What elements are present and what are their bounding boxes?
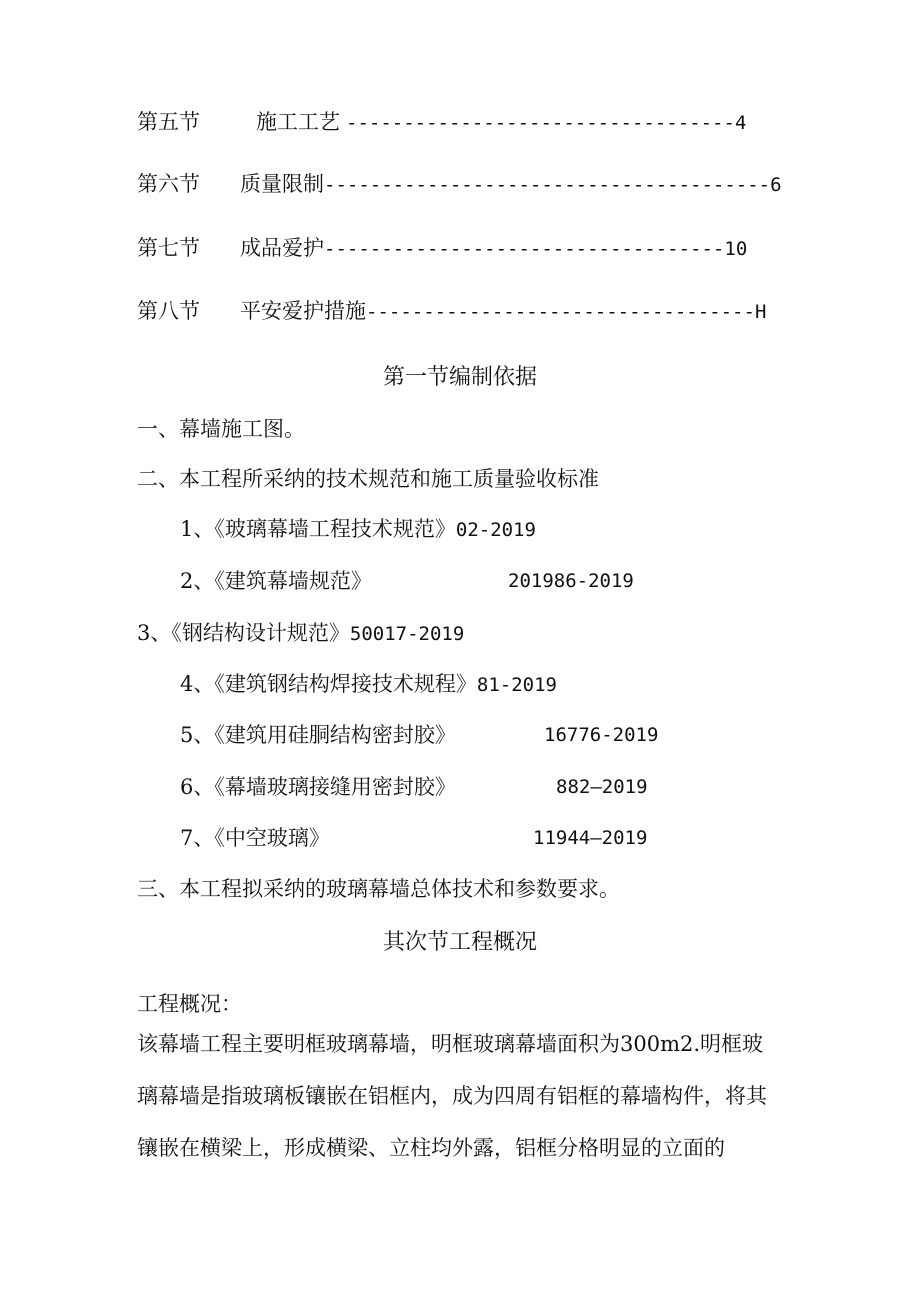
reference-item: 2、《建筑幕墙规范》 (180, 569, 372, 593)
list-item: 三、本工程拟采纳的玻璃幕墙总体技术和参数要求。 (137, 877, 620, 901)
reference-code: 882—2019 (556, 776, 648, 798)
toc-section: 第六节 (137, 172, 200, 196)
reference-item: 5、《建筑用硅胴结构密封胶》 (180, 723, 456, 747)
reference-item: 7、《中空玻璃》 (180, 826, 330, 850)
reference-code: 11944—2019 (533, 827, 648, 849)
reference-item: 1、《玻璃幕墙工程技术规范》02-2019 (180, 517, 536, 541)
toc-section: 第八节 (137, 299, 200, 323)
list-item: 二、本工程所采纳的技术规范和施工质量验收标准 (137, 467, 599, 491)
toc-title: 成品爱护-----------------------------------10 (240, 236, 748, 260)
reference-item: 6、《幕墙玻璃接缝用密封胶》 (180, 775, 456, 799)
toc-section: 第七节 (137, 236, 200, 260)
reference-code: 201986-2019 (508, 570, 634, 592)
toc-section: 第五节 (137, 110, 200, 134)
reference-item: 4、《建筑钢结构焊接技术规程》81-2019 (180, 672, 557, 696)
overview-paragraph: 该幕墙工程主要明框玻璃幕墙，明框玻璃幕墙面积为300m2.明框玻璃幕墙是指玻璃板镶嵌在铝框内，成为四周有铝框的幕墙构件，将其镶嵌在横梁上，形成横梁、立柱均外露，铝框分格明显的立面的 (137, 1032, 767, 1160)
toc-title: 质量限制---------------------------------------6 (240, 172, 782, 196)
list-item: 一、幕墙施工图。 (137, 417, 305, 441)
reference-item: 3、《钢结构设计规范》50017-2019 (137, 621, 465, 645)
section-heading: 其次节工程概况 (382, 930, 537, 955)
toc-title: 施工工艺 ----------------------------------4 (256, 110, 747, 134)
section-heading: 第一节编制依据 (382, 365, 537, 390)
toc-title: 平安爱护措施----------------------------------H (240, 299, 767, 323)
reference-code: 16776-2019 (544, 724, 659, 746)
subtitle: 工程概况： (137, 992, 242, 1016)
